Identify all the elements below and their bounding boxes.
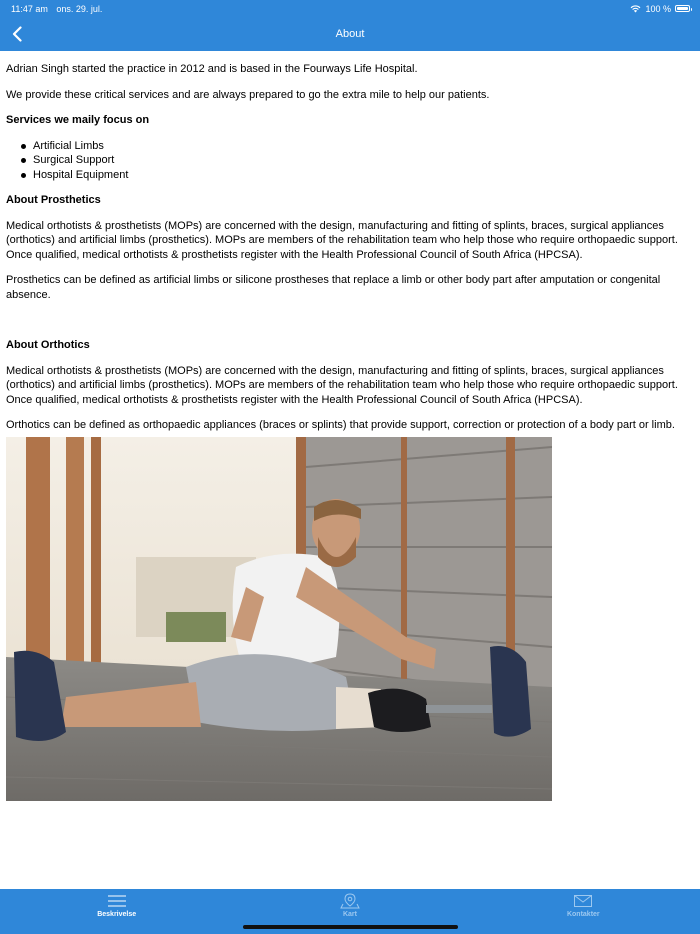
back-button[interactable] xyxy=(6,23,28,45)
status-right xyxy=(630,4,690,14)
list-item: Artificial Limbs xyxy=(33,139,690,154)
orthotics-heading: About Orthotics xyxy=(6,339,90,351)
envelope-icon xyxy=(573,893,593,909)
section-spacer xyxy=(6,302,690,327)
list-item: Surgical Support xyxy=(33,153,690,168)
orthotics-paragraph-2: Orthotics can be defined as orthopaedic appliances (braces or splints) that provide support, correction or protection of a body part or limb. xyxy=(6,419,675,431)
status-time: 11:47 am xyxy=(11,3,48,14)
battery-fill xyxy=(677,7,688,10)
tab-label: Kontakter xyxy=(566,911,600,918)
services-list xyxy=(6,139,690,183)
tab-label: Beskrivelse xyxy=(97,911,137,918)
status-date: ons. 29. jul. xyxy=(56,3,103,14)
wifi-icon xyxy=(630,4,641,13)
prosthetics-heading: About Prosthetics xyxy=(6,194,101,206)
prosthetics-paragraph-2: Prosthetics can be defined as artificial limbs or silicone prostheses that replace a limb or other body part after amputation or congenital absence. xyxy=(6,274,661,301)
home-indicator xyxy=(243,925,458,929)
intro-paragraph: Adrian Singh started the practice in 2012 and is based in the Fourways Life Hospital. xyxy=(6,63,418,75)
orthotics-paragraph-1: Medical orthotists & prosthetists (MOPs) are concerned with the design, manufacturing and fitting of splints, braces, surgical appliances (orthotics) and artificial limbs (prosthetics). MOPs are members of the rehabilitation team who help those who require orthopaedic support. Once qualified, medical orthotists & prosthetists register with the Health Professional Council of South Africa (HPCSA). xyxy=(6,364,678,406)
battery-icon xyxy=(675,5,690,12)
navigation-bar xyxy=(0,17,700,51)
prosthetic-leg-photo xyxy=(6,437,552,801)
tab-beskrivelse[interactable] xyxy=(0,889,233,934)
page-title: About xyxy=(335,28,365,40)
about-content xyxy=(6,51,690,801)
commitment-paragraph: We provide these critical services and are always prepared to go the extra mile to help our patients. xyxy=(6,88,490,101)
tab-label: Kart xyxy=(342,911,357,918)
battery-percent: 100 % xyxy=(645,3,671,14)
services-heading: Services we maily focus on xyxy=(6,114,150,126)
menu-lines-icon xyxy=(107,893,127,909)
status-left xyxy=(11,4,108,14)
status-bar xyxy=(0,0,700,17)
tab-kontakter[interactable] xyxy=(467,889,700,934)
prosthetics-paragraph-1: Medical orthotists & prosthetists (MOPs) are concerned with the design, manufacturing and fitting of splints, braces, surgical appliances (orthotics) and artificial limbs (prosthetics). MOPs are members of the rehabilitation team who help those who require orthopaedic support. Once qualified, medical orthotists & prosthetists register with the Health Professional Council of South Africa (HPCSA). xyxy=(6,219,678,261)
map-pin-icon xyxy=(340,893,360,909)
list-item: Hospital Equipment xyxy=(33,168,690,183)
chevron-left-icon xyxy=(12,26,22,42)
